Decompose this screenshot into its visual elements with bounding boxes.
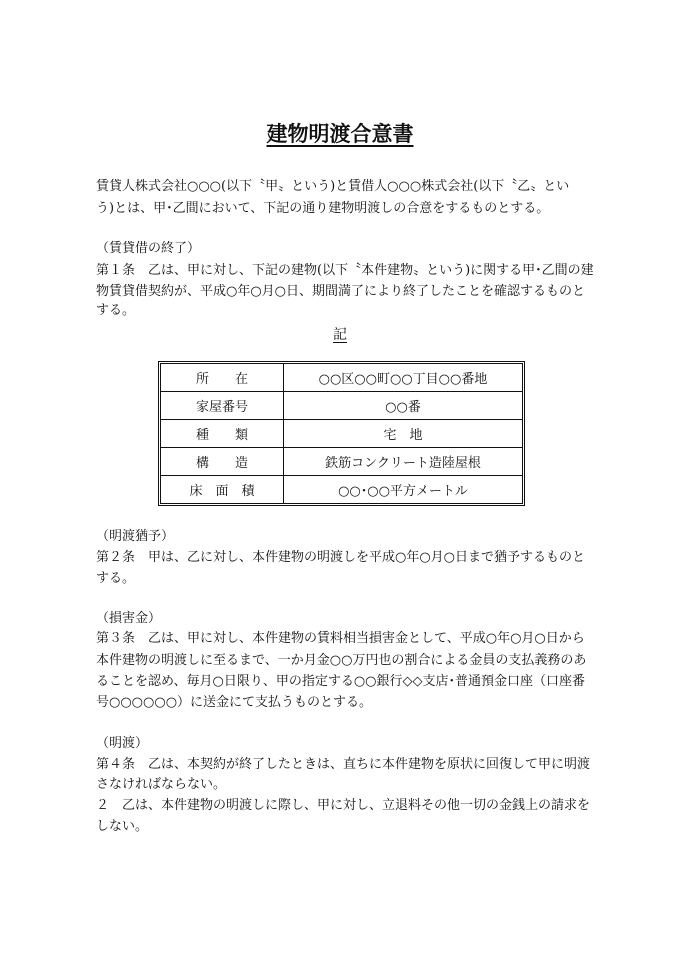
table-value: ○○区○○町○○丁目○○番地 — [284, 364, 523, 391]
article-line: する。 — [96, 571, 136, 586]
article-line: 第１条 乙は、甲に対し、下記の建物(以下〝本件建物〟という)に関する甲･乙間の建 — [96, 263, 594, 278]
section-heading: （明渡猶予） — [96, 529, 175, 544]
section-heading: （損害金） — [96, 611, 162, 626]
article-line: ることを認め、毎月○日限り、甲の指定する○○銀行◇◇支店･普通預金口座（口座番 — [96, 674, 586, 689]
article-line: しない。 — [96, 819, 149, 834]
table-row — [161, 476, 522, 503]
table-key: 家屋番号 — [161, 391, 284, 419]
table-row — [161, 419, 522, 447]
section-heading: （賃貸借の終了） — [96, 241, 201, 256]
table-value: ○○･○○平方メートル — [284, 476, 523, 503]
article-line: さなければならない。 — [96, 777, 227, 792]
article-line: 物賃貸借契約が、平成○年○月○日、期間満了により終了したことを確認するものと — [96, 284, 586, 299]
property-table — [158, 361, 525, 506]
table-key: 構 造 — [161, 448, 284, 476]
table-key: 種 類 — [161, 419, 284, 447]
section-heading: （明渡） — [96, 736, 149, 751]
article-line: 第４条 乙は、本契約が終了したときは、直ちに本件建物を原状に回復して甲に明渡 — [96, 757, 591, 772]
intro-line-2: う)とは、甲･乙間において、下記の通り建物明渡しの合意をするものとする。 — [96, 201, 550, 216]
ki-label: 記 — [333, 327, 347, 343]
table-key: 床 面 積 — [161, 476, 284, 503]
article-line: 第２条 甲は、乙に対し、本件建物の明渡しを平成○年○月○日まで猶予するものと — [96, 550, 586, 565]
article-line: する。 — [96, 303, 136, 318]
article-line: 号○○○○○○）に送金にて支払うものとする。 — [96, 695, 373, 710]
table-row — [161, 364, 522, 391]
table-row — [161, 391, 522, 419]
article-line: ２ 乙は、本件建物の明渡しに際し、甲に対し、立退料その他一切の金銭上の請求を — [96, 798, 591, 813]
table-row — [161, 448, 522, 476]
table-key: 所 在 — [161, 364, 284, 391]
document-title: 建物明渡合意書 — [266, 121, 414, 146]
article-line: 第３条 乙は、甲に対し、本件建物の賃料相当損害金として、平成○年○月○日から — [96, 631, 585, 646]
intro-line-1: 賃貸人株式会社○○○(以下〝甲〟という)と賃借人○○○株式会社(以下〝乙〟とい — [96, 179, 570, 194]
article-line: 本件建物の明渡しに至るまで、一か月金○○万円也の割合による金員の支払義務のあ — [96, 653, 587, 668]
table-value: 宅 地 — [284, 419, 523, 447]
table-value: 鉄筋コンクリート造陸屋根 — [284, 448, 523, 476]
table-value: ○○番 — [284, 391, 523, 419]
